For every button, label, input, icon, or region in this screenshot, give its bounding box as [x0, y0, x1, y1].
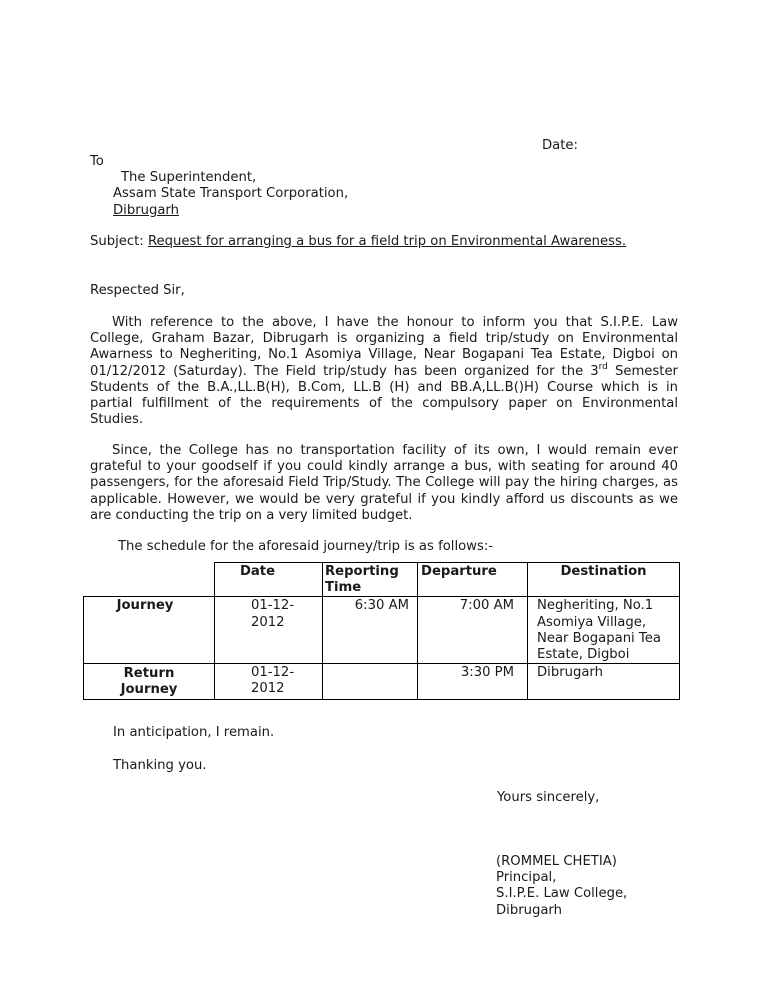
row-date: 01-12-2012: [215, 597, 323, 664]
thanks-line: Thanking you.: [113, 758, 207, 773]
recipient-line-2: Assam State Transport Corporation,: [113, 186, 349, 201]
subject-line: [90, 234, 626, 250]
table-row: [84, 664, 680, 699]
header-destination: Destination: [528, 563, 680, 597]
body-paragraph-2: Since, the College has no transportation facility of its own, I would remain ever grateful to your goodself if you could kindly arrange a bus, with seating for around 40 passengers, for the aforesaid Field Trip/Study. The College will pay the hiring charges, as applicable. However, we would be very grateful if you kindly afford us discounts as we are conducting the trip on a very limited budget.: [90, 443, 678, 523]
signature-title: Principal,: [496, 870, 557, 885]
date-label: Date:: [542, 138, 578, 153]
header-date: Date: [215, 563, 323, 597]
row-label: Journey: [84, 597, 215, 664]
row-departure: 7:00 AM: [418, 597, 528, 664]
schedule-intro: The schedule for the aforesaid journey/trip is as follows:-: [118, 539, 494, 554]
subject-label: Subject:: [90, 234, 144, 249]
table-row: [84, 597, 680, 664]
row-departure: 3:30 PM: [418, 664, 528, 699]
recipient-line-1: The Superintendent,: [121, 170, 257, 185]
recipient-line-3: Dibrugarh: [113, 203, 179, 218]
signature-institution: S.I.P.E. Law College,: [496, 886, 628, 901]
table-header-row: [84, 563, 680, 597]
salutation: Respected Sir,: [90, 283, 185, 298]
body-paragraph-1: With reference to the above, I have the honour to inform you that S.I.P.E. Law College, Graham Bazar, Dibrugarh is organizing a field trip/study on Environmental Awarness to Negheriting, No.1 Asomiya Village, Near Bogapani Tea Estate, Digboi on 01/12/2012 (Saturday). The Field trip/study has been organized for the 3rd Semester Students of the B.A.,LL.B(H), B.Com, LL.B (H) and BB.A,LL.B()H) Course which is in partial fulfillment of the requirements of the compulsory paper on Environmental Studies.: [90, 315, 678, 428]
row-date: 01-12-2012: [215, 664, 323, 699]
to-label: To: [90, 154, 104, 169]
signature-name: (ROMMEL CHETIA): [496, 854, 617, 869]
row-destination: Dibrugarh: [528, 664, 680, 699]
schedule-table: [83, 562, 680, 700]
row-reporting: 6:30 AM: [323, 597, 418, 664]
row-label: Return Journey: [84, 664, 215, 699]
subject-text: Request for arranging a bus for a field trip on Environmental Awareness.: [147, 234, 627, 249]
header-reporting-time: Reporting Time: [323, 563, 418, 597]
yours-sincerely: Yours sincerely,: [497, 790, 600, 805]
row-reporting: [323, 664, 418, 699]
header-departure: Departure: [418, 563, 528, 597]
signature-city: Dibrugarh: [496, 903, 562, 918]
anticipation-line: In anticipation, I remain.: [113, 725, 275, 740]
table-corner: [84, 563, 215, 597]
row-destination: Negheriting, No.1 Asomiya Village, Near Bogapani Tea Estate, Digboi: [528, 597, 680, 664]
